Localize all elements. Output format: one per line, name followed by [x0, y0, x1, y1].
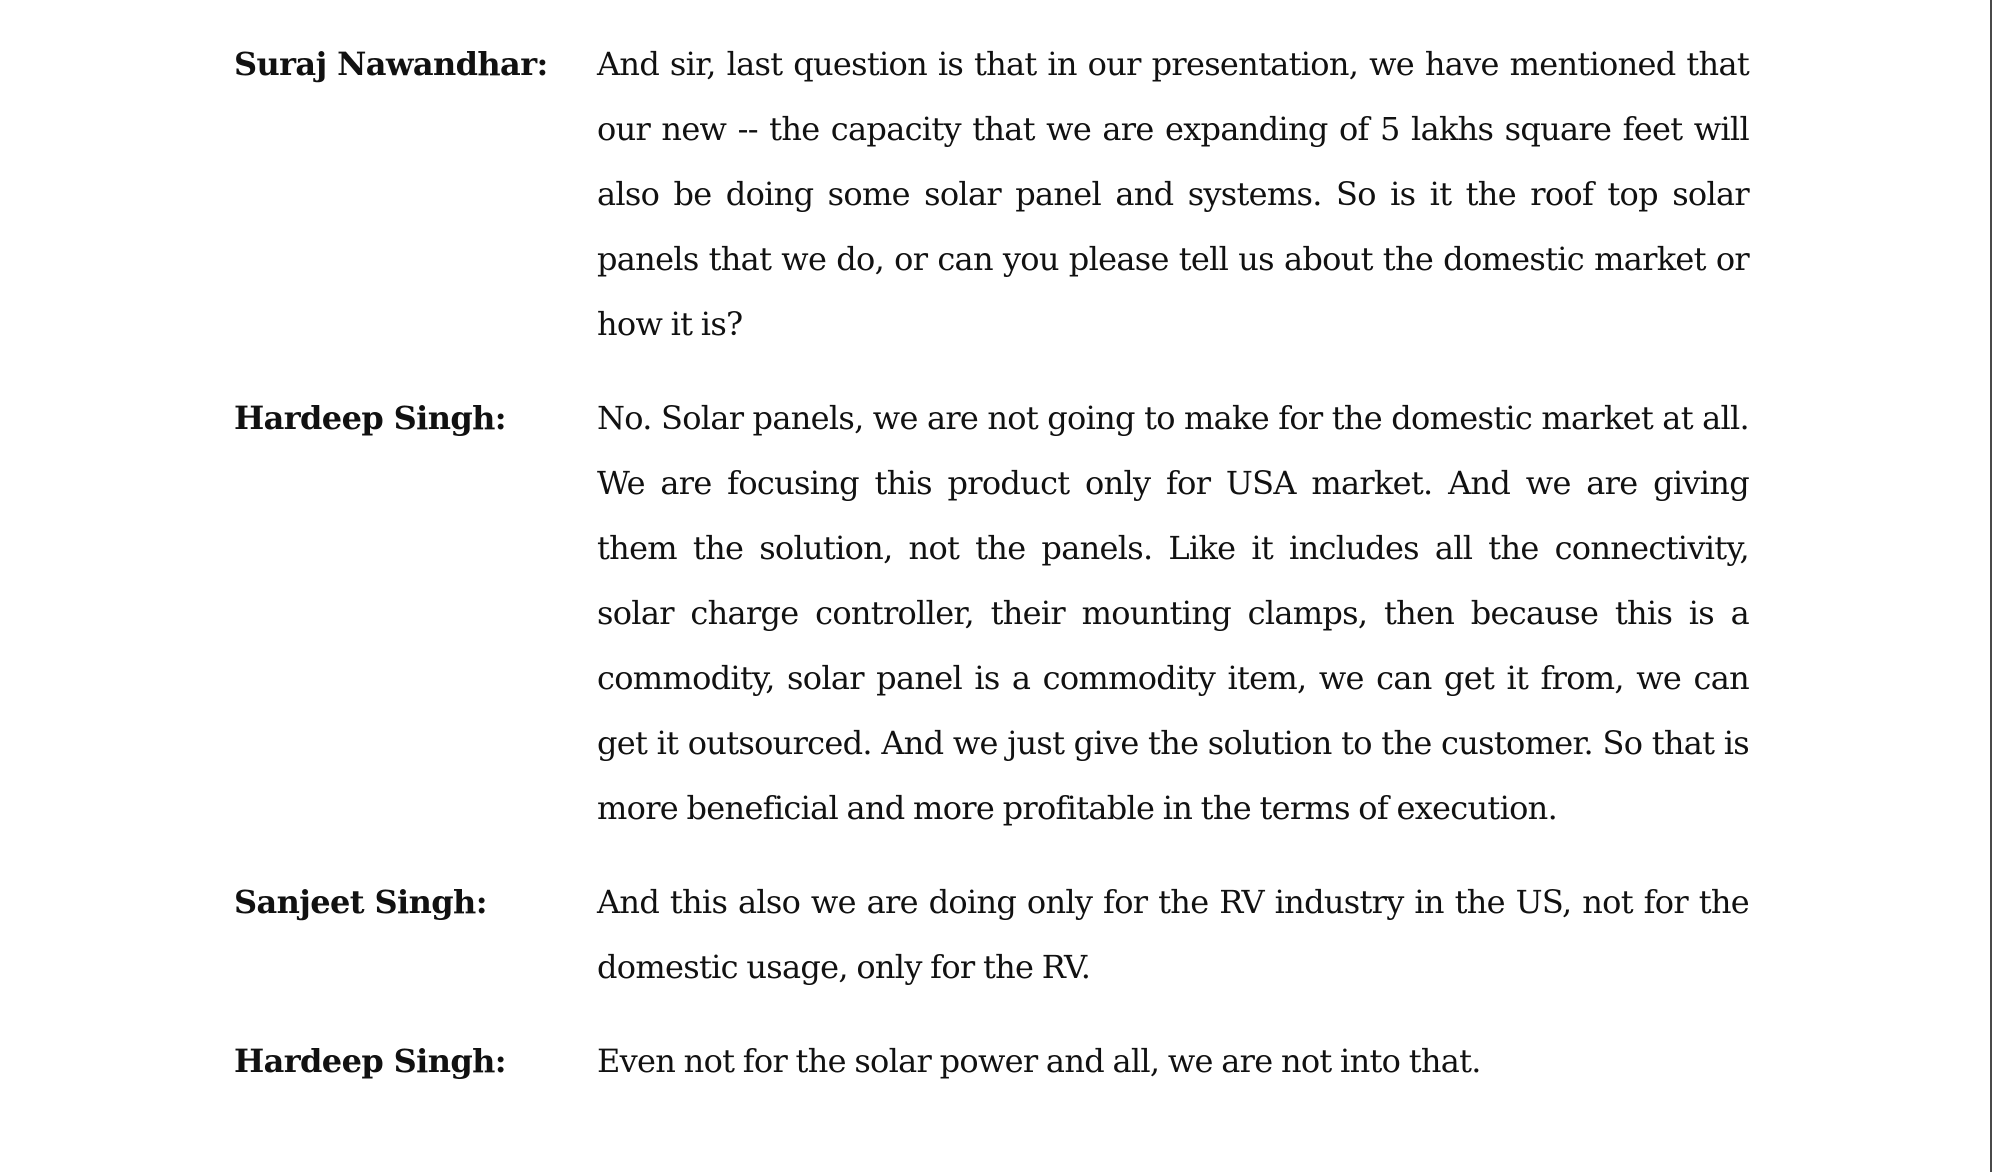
speaker-name: Suraj Nawandhar: [234, 45, 548, 83]
speaker-name: Hardeep Singh: [234, 399, 507, 437]
transcript-entry [234, 1041, 1750, 1094]
transcript-entry [234, 44, 1750, 357]
speaker-name: Hardeep Singh: [234, 1042, 507, 1080]
page-edge-divider [1990, 0, 1992, 1172]
transcript [234, 44, 1750, 1135]
speech-text: No. Solar panels, we are not going to make for the domestic market at all. We are focusing this product only for USA market. And we are giving them the solution, not the panels. Like it includes all the connectivity, solar charge controller, their mounting clamps, then because this is a commodity, solar panel is a commodity item, we can get it from, we can get it outsourced. And we just give the solution to the customer. So that is more beneficial and more profitable in the terms of execution. [597, 399, 1749, 827]
speaker-name: Sanjeet Singh: [234, 883, 487, 921]
speech-text: Even not for the solar power and all, we are not into that. [597, 1042, 1481, 1080]
transcript-entry [234, 882, 1750, 1000]
transcript-entry [234, 398, 1750, 841]
speech-text: And sir, last question is that in our presentation, we have mentioned that our new -- the capacity that we are expanding of 5 lakhs square feet will also be doing some solar panel and systems. So is it the roof top solar panels that we do, or can you please tell us about the domestic market or how it is? [597, 45, 1749, 343]
speech-text: And this also we are doing only for the RV industry in the US, not for the domestic usage, only for the RV. [597, 883, 1749, 986]
